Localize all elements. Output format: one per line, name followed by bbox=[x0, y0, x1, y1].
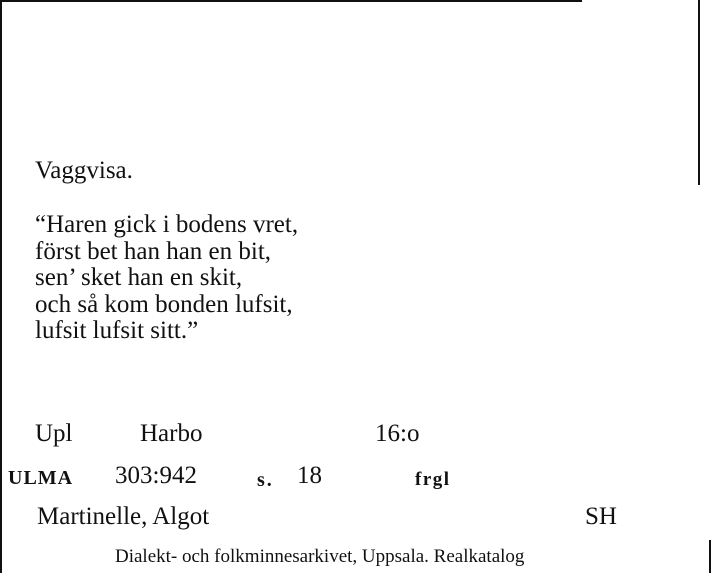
card-title: Vaggvisa. bbox=[35, 157, 133, 184]
archive-code: ULMA bbox=[8, 467, 74, 489]
archive-footer: Dialekt- och folkminnesarkivet, Uppsala. Realkatalog bbox=[115, 546, 525, 567]
page-number: 18 bbox=[297, 462, 322, 489]
province: Upl bbox=[35, 420, 73, 447]
poem-line: först bet han han en bit, bbox=[35, 237, 272, 265]
poem-line: och så kom bonden lufsit, bbox=[35, 290, 293, 318]
poem-line: “Haren gick i bodens vret, bbox=[35, 211, 299, 238]
recorder-name: Martinelle, Algot bbox=[37, 503, 210, 530]
parish: Harbo bbox=[140, 420, 203, 447]
card-border-top bbox=[0, 0, 582, 2]
record-number: 303:942 bbox=[115, 462, 197, 489]
poem-line: lufsit lufsit sitt.” bbox=[35, 317, 199, 344]
poem-text bbox=[35, 212, 298, 345]
page-label: s. bbox=[257, 469, 274, 491]
category-code: frgl bbox=[415, 469, 451, 490]
poem-line: sen’ sket han en skit, bbox=[35, 264, 243, 291]
signature-initials: SH bbox=[585, 503, 617, 530]
card-border-right bbox=[698, 0, 700, 185]
card-border-left bbox=[0, 0, 2, 573]
century: 16:o bbox=[375, 420, 420, 447]
